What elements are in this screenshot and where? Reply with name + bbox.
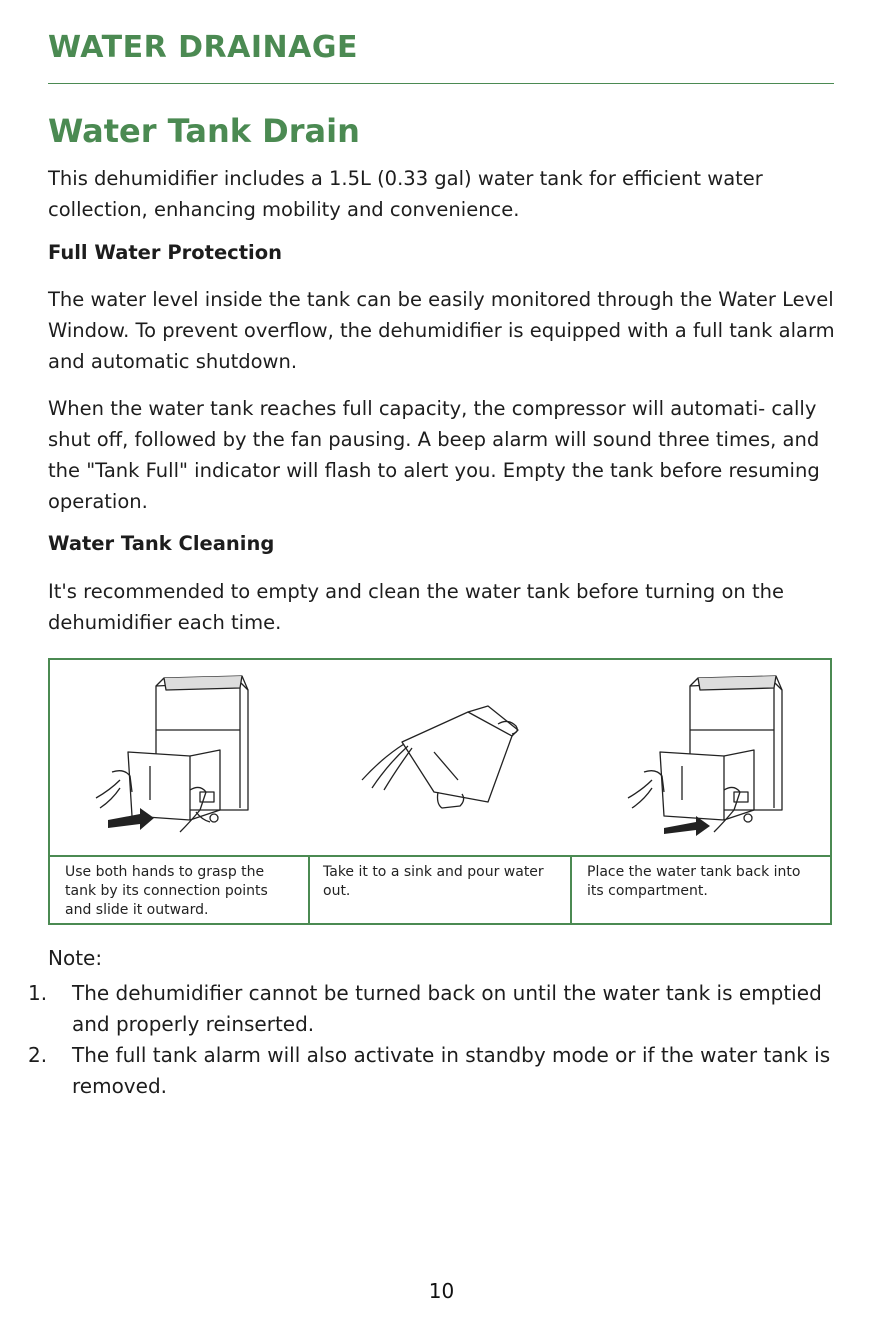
note-item-text: The dehumidifier cannot be turned back on until the water tank is emptied and properly reinserted. [72,981,822,1036]
page-number: 10 [428,1279,455,1303]
note-item-number: 2. [28,1043,48,1067]
step3-caption: Place the water tank back into its compartment. [587,864,801,899]
full-water-protection-paragraph-1: The water level inside the tank can be easily monitored through the Water Level Window. To prevent overflow, the dehumidifier is equipped with a full tank alarm and automatic shutdown. [48,288,835,373]
note-item [28,978,848,1040]
step1-illustration [50,660,310,854]
full-water-protection-paragraph-2: When the water tank reaches full capacity, the compressor will automati- cally shut off, followed by the fan pausing. A beep alarm will sound three times, and the "Tank Full" indicator will flash to alert you. Empty the tank before resuming operation. [48,397,820,513]
drain-steps-panel [48,658,832,925]
step1-caption: Use both hands to grasp the tank by its connection points and slide it outward. [50,857,310,925]
note-list [28,978,848,1102]
water-tank-cleaning-heading: Water Tank Cleaning [48,532,275,555]
full-water-protection-heading: Full Water Protection [48,241,283,264]
pour-water-illustration [312,660,572,854]
note-item-text: The full tank alarm will also activate in standby mode or if the water tank is removed. [72,1043,831,1098]
subsection-title: Water Tank Drain [48,112,360,150]
water-tank-cleaning-paragraph: It's recommended to empty and clean the water tank before turning on the dehumidifier each time. [48,580,784,634]
insert-tank-illustration [574,660,830,854]
step3-illustration [574,660,830,854]
remove-tank-illustration [50,660,310,854]
section-title: WATER DRAINAGE [48,30,358,65]
note-item [28,1040,848,1102]
step2-illustration [312,660,572,854]
note-item-number: 1. [28,981,48,1005]
note-label: Note: [48,946,103,970]
step2-caption: Take it to a sink and pour water out. [310,857,572,925]
title-divider [48,83,834,84]
intro-paragraph: This dehumidifier includes a 1.5L (0.33 gal) water tank for efficient water collection, enhancing mobility and convenience. [48,167,763,221]
step-captions-row [50,855,830,925]
